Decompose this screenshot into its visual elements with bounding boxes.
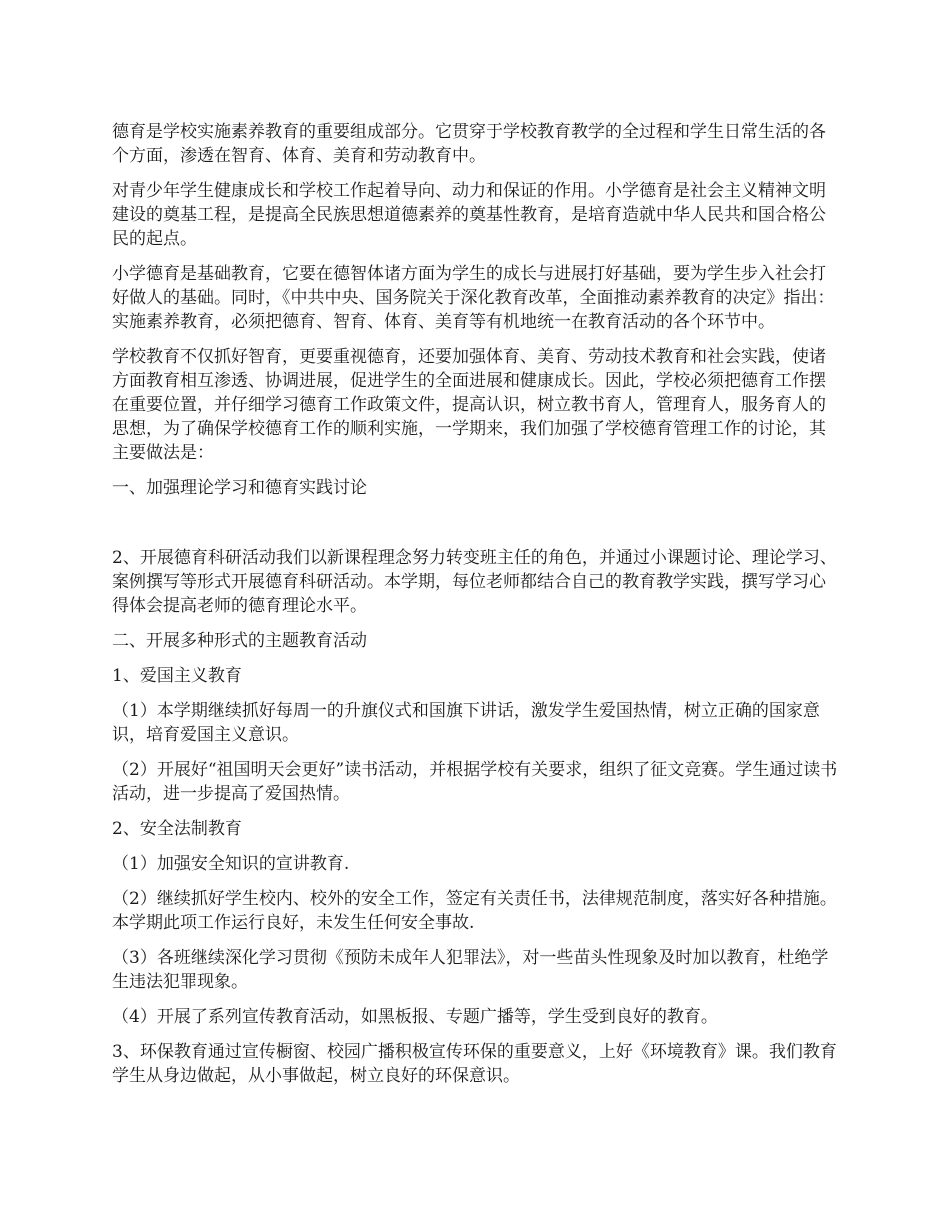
heading-safety: 2、安全法制教育 <box>112 819 242 839</box>
paragraph-intro: 德育是学校实施素养教育的重要组成部分。它贯穿于学校教育教学的全过程和学生日常生活的各个方面，渗透在智育、体育、美育和劳动教育中。 <box>112 122 826 166</box>
list-item-safety-3: （3）各班继续深化学习贯彻《预防未成年人犯罪法》，对一些苗头性现象及时加以教育，杜绝学生违法犯罪现象。 <box>112 948 829 992</box>
heading-patriotism: 1、爱国主义教育 <box>112 666 242 686</box>
heading-section-1: 一、加强理论学习和德育实践讨论 <box>112 478 367 498</box>
list-item-patriotism-1: （1）本学期继续抓好每周一的升旗仪式和国旗下讲话，激发学生爱国热情，树立正确的国家意识，培育爱国主义意识。 <box>112 701 820 745</box>
paragraph-research: 2、开展德育科研活动我们以新课程理念努力转变班主任的角色，并通过小课题讨论、理论学习、案例撰写等形式开展德育科研活动。本学期，每位老师都结合自己的教育教学实践，撰写学习心得体会提高老师的德育理论水平。 <box>112 548 837 616</box>
paragraph-role: 对青少年学生健康成长和学校工作起着导向、动力和保证的作用。小学德育是社会主义精神文明建设的奠基工程，是提高全民族思想道德素养的奠基性教育，是培育造就中华人民共和国合格公民的起点。 <box>112 181 826 249</box>
list-item-patriotism-2: （2）开展好“祖国明天会更好”读书活动，并根据学校有关要求，组织了征文竞赛。学生通过读书活动，进一步提高了爱国热情。 <box>112 760 838 804</box>
paragraph-basic-education: 小学德育是基础教育，它要在德智体诸方面为学生的成长与进展打好基础，要为学生步入社会打好做人的基础。同时，《中共中央、国务院关于深化教育改革，全面推动素养教育的决定》指出：实施素养教育，必须把德育、智育、体育、美育等有机地统一在教育活动的各个环节中。 <box>112 264 835 332</box>
list-item-safety-4: （4）开展了系列宣传教育活动，如黑板报、专题广播等，学生受到良好的教育。 <box>112 1007 718 1027</box>
heading-section-2: 二、开展多种形式的主题教育活动 <box>112 631 367 651</box>
paragraph-school-education: 学校教育不仅抓好智育，更要重视德育，还要加强体育、美育、劳动技术教育和社会实践，使诸方面教育相互渗透、协调进展，促进学生的全面进展和健康成长。因此，学校必须把德育工作摆在重要位置，并仔细学习德育工作政策文件，提高认识，树立教书育人，管理育人，服务育人的思想，为了确保学校德育工作的顺利实施，一学期来，我们加强了学校德育管理工作的讨论，其主要做法是： <box>112 347 826 463</box>
document-body <box>112 120 840 1099</box>
list-item-safety-1: （1）加强安全知识的宣讲教育. <box>112 854 350 874</box>
section-gap <box>112 511 840 546</box>
paragraph-environment: 3、环保教育通过宣传橱窗、校园广播积极宣传环保的重要意义，上好《环境教育》课。我们教育学生从身边做起，从小事做起，树立良好的环保意识。 <box>112 1042 837 1086</box>
list-item-safety-2: （2）继续抓好学生校内、校外的安全工作，签定有关责任书，法律规范制度，落实好各种措施。本学期此项工作运行良好，未发生任何安全事故. <box>112 889 837 933</box>
